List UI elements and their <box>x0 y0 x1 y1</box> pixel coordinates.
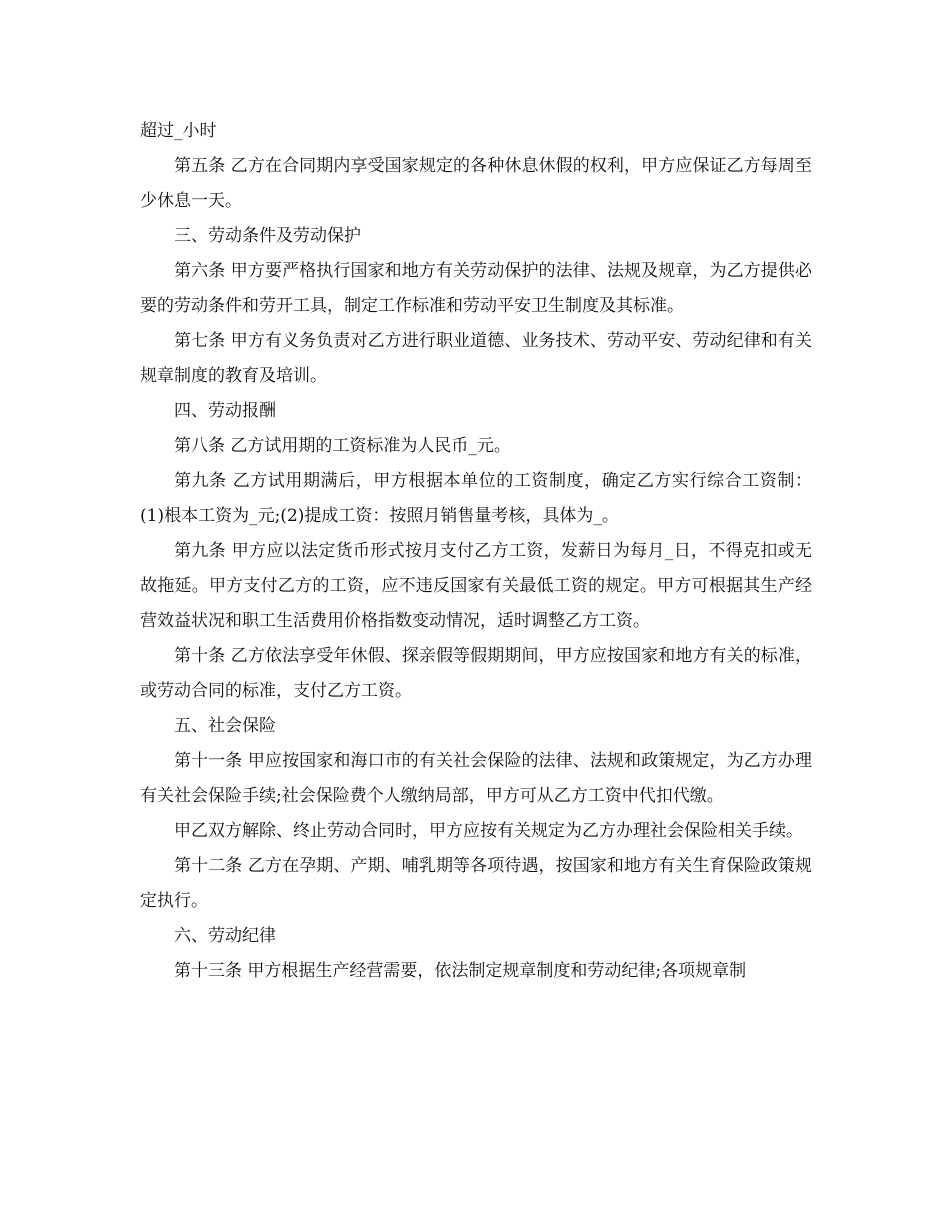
paragraph-article-9-payment: 第九条 甲方应以法定货币形式按月支付乙方工资，发薪日为每月_日，不得克扣或无故拖延。甲方支付乙方的工资，应不违反国家有关最低工资的规定。甲方可根据其生产经营效益状况和职工生活费用价格指数变动情况，适时调整乙方工资。 <box>140 541 812 631</box>
section-heading-social-insurance: 五、社会保险 <box>174 716 276 736</box>
paragraph-article-13: 第十三条 甲方根据生产经营需要，依法制定规章制度和劳动纪律;各项规章制 <box>174 961 747 981</box>
section-heading-remuneration: 四、劳动报酬 <box>174 401 276 421</box>
paragraph-article-8: 第八条 乙方试用期的工资标准为人民币_元。 <box>174 436 511 456</box>
paragraph-article-6: 第六条 甲方要严格执行国家和地方有关劳动保护的法律、法规及规章，为乙方提供必要的劳动条件和劳开工具，制定工作标准和劳动平安卫生制度及其标准。 <box>140 261 812 316</box>
paragraph-article-11: 第十一条 甲应按国家和海口市的有关社会保险的法律、法规和政策规定，为乙方办理有关社会保险手续;社会保险费个人缴纳局部，甲方可从乙方工资中代扣代缴。 <box>140 751 812 806</box>
section-heading-labor-discipline: 六、劳动纪律 <box>174 926 276 946</box>
document-body <box>140 114 812 989</box>
paragraph-hours-limit: 超过_小时 <box>140 121 217 141</box>
section-heading-labor-conditions: 三、劳动条件及劳动保护 <box>174 226 361 246</box>
paragraph-termination-insurance: 甲乙双方解除、终止劳动合同时，甲方应按有关规定为乙方办理社会保险相关手续。 <box>174 821 803 841</box>
paragraph-article-7: 第七条 甲方有义务负责对乙方进行职业道德、业务技术、劳动平安、劳动纪律和有关规章制度的教育及培训。 <box>140 331 812 386</box>
paragraph-article-9-salary-system: 第九条 乙方试用期满后，甲方根据本单位的工资制度，确定乙方实行综合工资制：(1)根本工资为_元;(2)提成工资：按照月销售量考核，具体为_。 <box>140 471 812 526</box>
paragraph-article-12: 第十二条 乙方在孕期、产期、哺乳期等各项待遇，按国家和地方有关生育保险政策规定执行。 <box>140 856 812 911</box>
paragraph-article-5: 第五条 乙方在合同期内享受国家规定的各种休息休假的权利，甲方应保证乙方每周至少休息一天。 <box>140 156 812 211</box>
paragraph-article-10: 第十条 乙方依法享受年休假、探亲假等假期期间，甲方应按国家和地方有关的标准，或劳动合同的标准，支付乙方工资。 <box>140 646 812 701</box>
